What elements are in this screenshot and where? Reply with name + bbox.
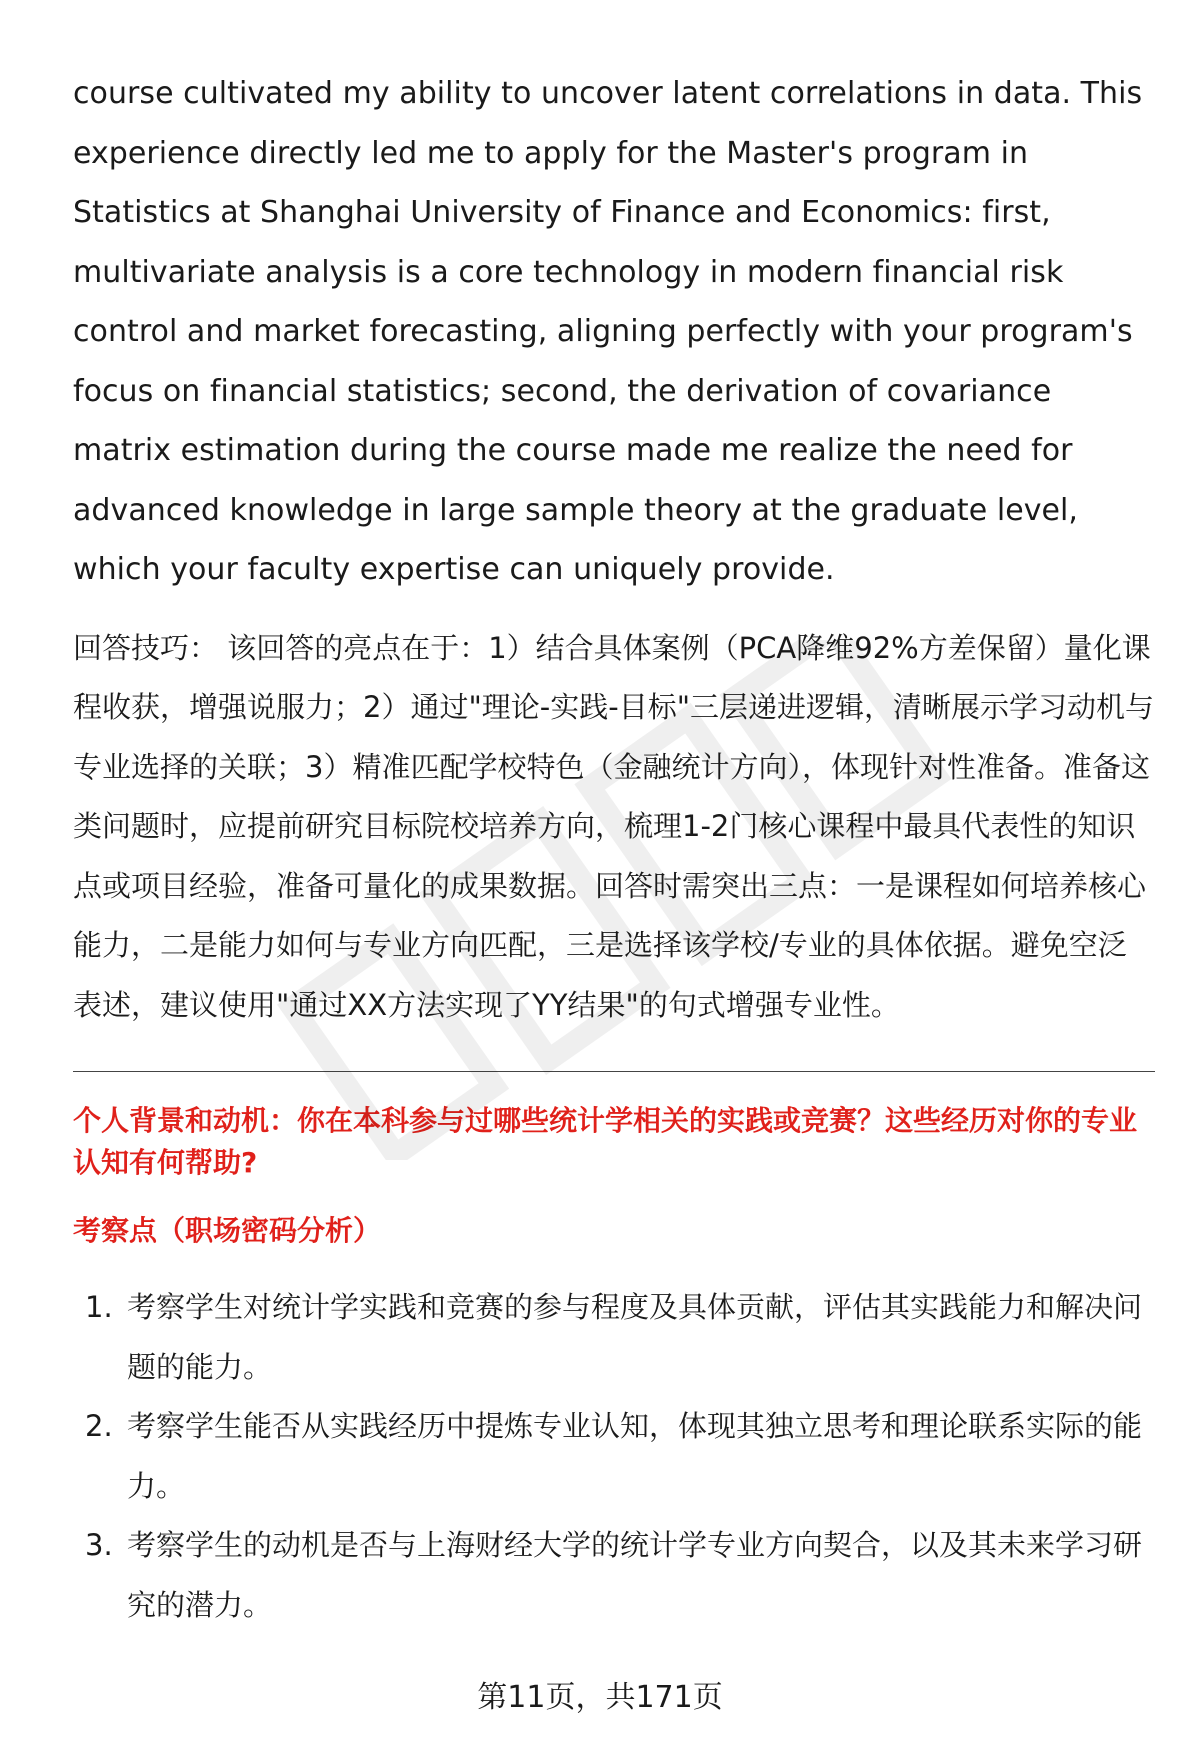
assessment-point bbox=[73, 1516, 1155, 1635]
list-number: 3. bbox=[85, 1528, 113, 1562]
section-divider bbox=[73, 1071, 1155, 1072]
answer-tips-paragraph: 回答技巧： 该回答的亮点在于：1）结合具体案例（PCA降维92%方差保留）量化课程收获，增强说服力；2）通过"理论-实践-目标"三层递进逻辑，清晰展示学习动机与专业选择的关联；3）精准匹配学校特色（金融统计方向），体现针对性准备。准备这类问题时，应提前研究目标院校培养方向，梳理1-2门核心课程中最具代表性的知识点或项目经验，准备可量化的成果数据。回答时需突出三点：一是课程如何培养核心能力，二是能力如何与专业方向匹配，三是选择该学校/专业的具体依据。避免空泛表述，建议使用"通过XX方法实现了YY结果"的句式增强专业性。 bbox=[73, 630, 1155, 1022]
assessment-point bbox=[73, 1278, 1155, 1397]
assessment-points-list bbox=[73, 1278, 1155, 1635]
english-answer-paragraph: course cultivated my ability to uncover latent correlations in data. This experience directly led me to apply for the Master's program in Statistics at Shanghai University of Finance and Economics: first, multivariate analysis is a core technology in modern financial risk control and market forecasting, aligning perfectly with your program's focus on financial statistics; second, the derivation of covariance matrix estimation during the course made me realize the need for advanced knowledge in large sample theory at the graduate level, which your faculty expertise can uniquely provide. bbox=[73, 76, 1143, 587]
assessment-point-text: 考察学生对统计学实践和竞赛的参与程度及具体贡献，评估其实践能力和解决问题的能力。 bbox=[127, 1290, 1143, 1384]
assessment-heading: 考察点（职场密码分析） bbox=[73, 1214, 382, 1247]
list-number: 2. bbox=[85, 1409, 113, 1443]
assessment-point-text: 考察学生能否从实践经历中提炼专业认知，体现其独立思考和理论联系实际的能力。 bbox=[127, 1409, 1143, 1503]
assessment-point bbox=[73, 1397, 1155, 1516]
assessment-point-text: 考察学生的动机是否与上海财经大学的统计学专业方向契合，以及其未来学习研究的潜力。 bbox=[127, 1528, 1143, 1622]
list-number: 1. bbox=[85, 1290, 113, 1324]
document-page bbox=[73, 64, 1155, 1635]
question-heading: 个人背景和动机：你在本科参与过哪些统计学相关的实践或竞赛？这些经历对你的专业认知有何帮助? bbox=[73, 1104, 1138, 1179]
page-number-footer: 第11页，共171页 bbox=[477, 1680, 723, 1715]
